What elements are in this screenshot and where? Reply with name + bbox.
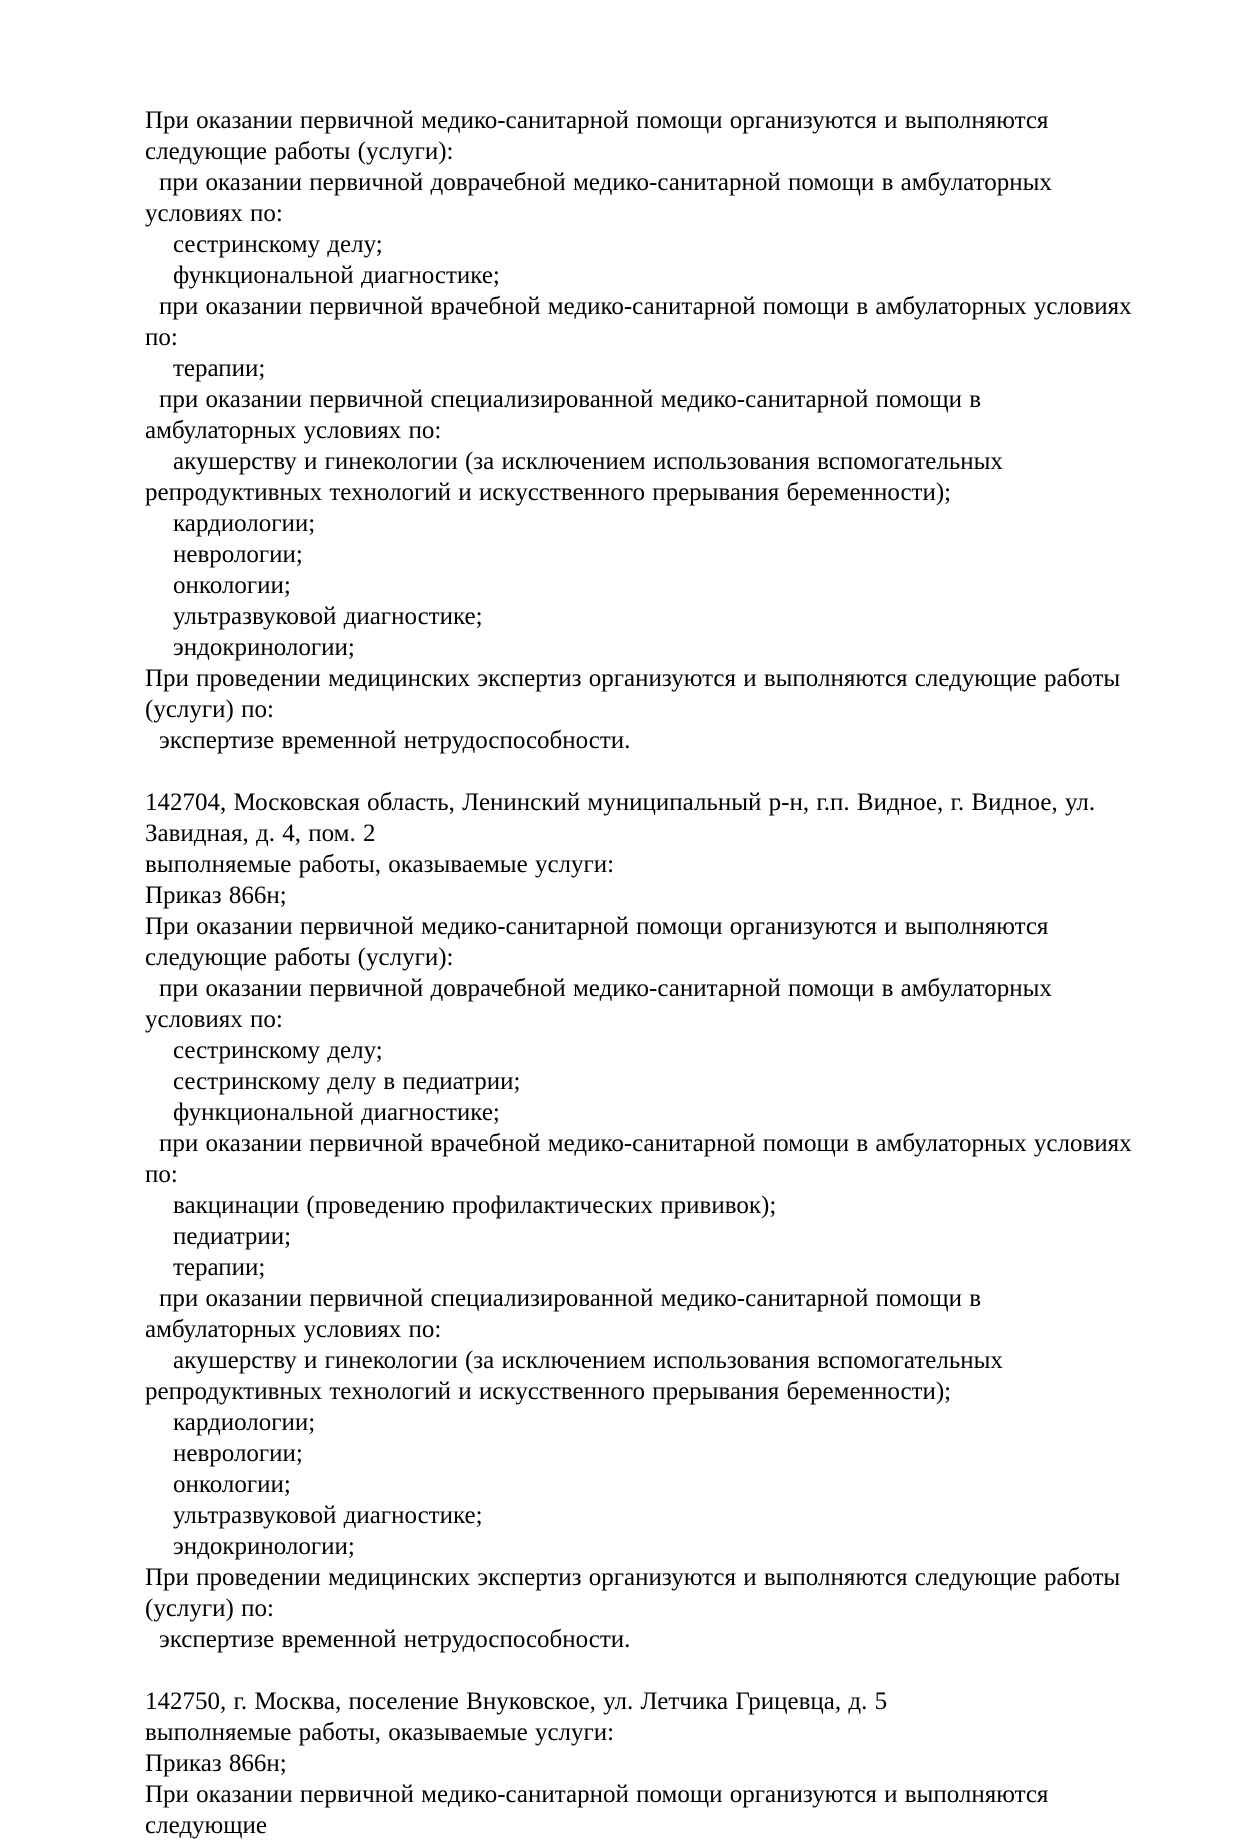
paragraph-line: Приказ 866н; bbox=[145, 1750, 287, 1777]
paragraph-line: ультразвуковой диагностике; bbox=[173, 1502, 483, 1529]
paragraph-line: кардиологии; bbox=[173, 510, 316, 537]
paragraph-line: выполняемые работы, оказываемые услуги: bbox=[145, 1719, 615, 1746]
paragraph-line: онкологии; bbox=[173, 1471, 291, 1498]
paragraph-line: При оказании первичной медико-санитарной помощи организуются и выполняются следующие bbox=[145, 1781, 1049, 1839]
paragraph-line: акушерству и гинекологии (за исключением использования вспомогательных репродуктивных технологий и искусственного прерывания беременности); bbox=[145, 448, 1003, 506]
paragraph-line: эндокринологии; bbox=[173, 634, 355, 661]
paragraph-line: сестринскому делу в педиатрии; bbox=[173, 1068, 521, 1095]
paragraph-line: функциональной диагностике; bbox=[173, 262, 500, 289]
paragraph-line: при оказании первичной врачебной медико-санитарной помощи в амбулаторных условиях по: bbox=[145, 293, 1132, 351]
paragraph-line: сестринскому делу; bbox=[173, 231, 383, 258]
paragraph-line: кардиологии; bbox=[173, 1409, 316, 1436]
paragraph-line: При оказании первичной медико-санитарной помощи организуются и выполняются следующие работы (услуги): bbox=[145, 107, 1049, 165]
paragraph-line: экспертизе временной нетрудоспособности. bbox=[159, 1626, 631, 1653]
paragraph-line: онкологии; bbox=[173, 572, 291, 599]
paragraph-line: при оказании первичной специализированной медико-санитарной помощи в амбулаторных условиях по: bbox=[145, 386, 982, 444]
paragraph-line: экспертизе временной нетрудоспособности. bbox=[159, 727, 631, 754]
paragraph-line: терапии; bbox=[173, 1254, 266, 1281]
text-block-works-services-list-continued bbox=[145, 105, 1132, 756]
paragraph-line: эндокринологии; bbox=[173, 1533, 355, 1560]
paragraph-line: 142704, Московская область, Ленинский муниципальный р-н, г.п. Видное, г. Видное, ул. Завидная, д. 4, пом. 2 bbox=[145, 789, 1096, 847]
paragraph-line: неврологии; bbox=[173, 541, 303, 568]
paragraph-line: при оказании первичной врачебной медико-санитарной помощи в амбулаторных условиях по: bbox=[145, 1130, 1132, 1188]
text-block-address-142750-works-services bbox=[145, 1686, 1132, 1841]
paragraph-line: Приказ 866н; bbox=[145, 882, 287, 909]
paragraph-line: при оказании первичной доврачебной медико-санитарной помощи в амбулаторных условиях по: bbox=[145, 975, 1052, 1033]
paragraph-line: функциональной диагностике; bbox=[173, 1099, 500, 1126]
paragraph-line: неврологии; bbox=[173, 1440, 303, 1467]
paragraph-line: ультразвуковой диагностике; bbox=[173, 603, 483, 630]
paragraph-line: акушерству и гинекологии (за исключением использования вспомогательных репродуктивных технологий и искусственного прерывания беременности); bbox=[145, 1347, 1003, 1405]
paragraph-line: При проведении медицинских экспертиз организуются и выполняются следующие работы (услуги) по: bbox=[145, 1564, 1121, 1622]
paragraph-line: вакцинации (проведению профилактических прививок); bbox=[173, 1192, 777, 1219]
paragraph-line: при оказании первичной специализированной медико-санитарной помощи в амбулаторных условиях по: bbox=[145, 1285, 982, 1343]
paragraph-line: 142750, г. Москва, поселение Внуковское, ул. Летчика Грицевца, д. 5 bbox=[145, 1688, 888, 1715]
paragraph-line: При проведении медицинских экспертиз организуются и выполняются следующие работы (услуги) по: bbox=[145, 665, 1121, 723]
document-body bbox=[145, 105, 1132, 1841]
text-block-address-142704-works-services bbox=[145, 787, 1132, 1655]
paragraph-line: При оказании первичной медико-санитарной помощи организуются и выполняются следующие работы (услуги): bbox=[145, 913, 1049, 971]
paragraph-line: терапии; bbox=[173, 355, 266, 382]
paragraph-line: при оказании первичной доврачебной медико-санитарной помощи в амбулаторных условиях по: bbox=[145, 169, 1052, 227]
paragraph-line: выполняемые работы, оказываемые услуги: bbox=[145, 851, 615, 878]
paragraph-line: сестринскому делу; bbox=[173, 1037, 383, 1064]
paragraph-line: педиатрии; bbox=[173, 1223, 292, 1250]
